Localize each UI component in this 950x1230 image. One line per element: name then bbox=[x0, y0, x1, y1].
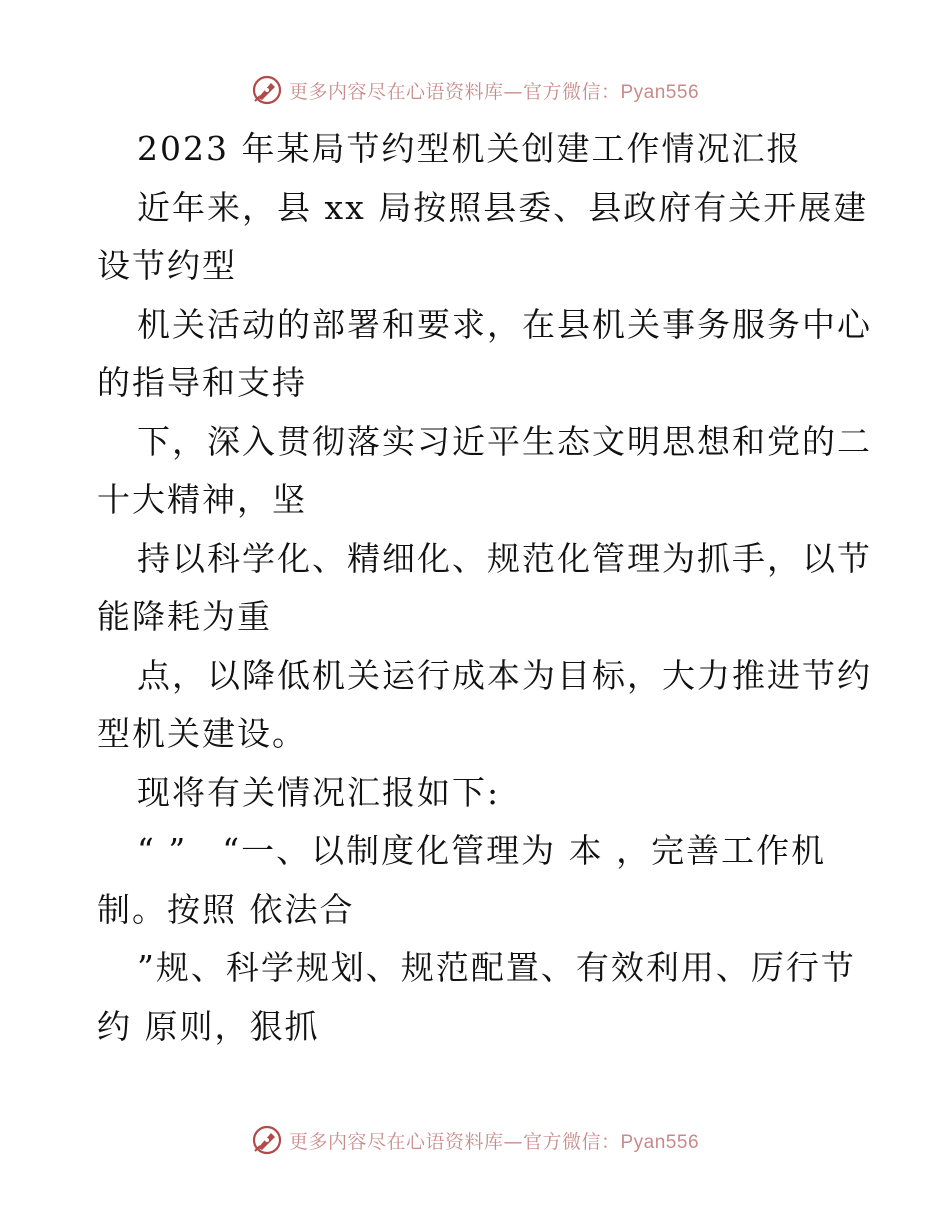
pen-nib-logo-icon bbox=[251, 1124, 283, 1156]
paragraph-line: 的指导和支持 bbox=[97, 363, 307, 402]
paragraph-line: 点，以降低机关运行成本为目标，大力推进节约 bbox=[137, 655, 872, 695]
paragraph-line: 下，深入贯彻落实习近平生态文明思想和党的二 bbox=[137, 421, 872, 461]
paragraph-line: 约 原则，狠抓 bbox=[97, 1006, 320, 1046]
paragraph-line: 型机关建设。 bbox=[97, 714, 307, 753]
document-body bbox=[97, 120, 872, 1056]
paragraph-line: 持以科学化、精细化、规范化管理为抓手，以节 bbox=[137, 538, 872, 578]
paragraph-line: 制。按照 依法合 bbox=[97, 889, 355, 929]
paragraph-line: ”规、科学规划、规范配置、有效利用、厉行节 bbox=[137, 948, 856, 987]
pen-nib-logo-icon bbox=[251, 74, 283, 106]
document-title: 2023 年某局节约型机关创建工作情况汇报 bbox=[137, 129, 802, 168]
paragraph-line: 十大精神，坚 bbox=[97, 480, 307, 519]
header-watermark-banner bbox=[0, 70, 950, 110]
banner-text-cn: 更多内容尽在心语资料库—官方微信： bbox=[288, 1130, 621, 1153]
paragraph-line: 机关活动的部署和要求，在县机关事务服务中心 bbox=[137, 304, 872, 344]
banner-wechat-id: Pyan556 bbox=[620, 81, 700, 103]
banner-text-cn: 更多内容尽在心语资料库—官方微信： bbox=[288, 80, 621, 103]
paragraph-line: 近年来，县 xx 局按照县委、县政府有关开展建 bbox=[137, 187, 869, 227]
paragraph-line: “ ” “一、以制度化管理为 本 ，完善工作机 bbox=[137, 831, 827, 870]
paragraph-line: 能降耗为重 bbox=[97, 597, 272, 636]
banner-wechat-id: Pyan556 bbox=[620, 1131, 700, 1153]
footer-watermark-banner bbox=[0, 1120, 950, 1160]
paragraph-line: 设节约型 bbox=[97, 246, 237, 285]
paragraph-line: 现将有关情况汇报如下: bbox=[137, 772, 501, 812]
